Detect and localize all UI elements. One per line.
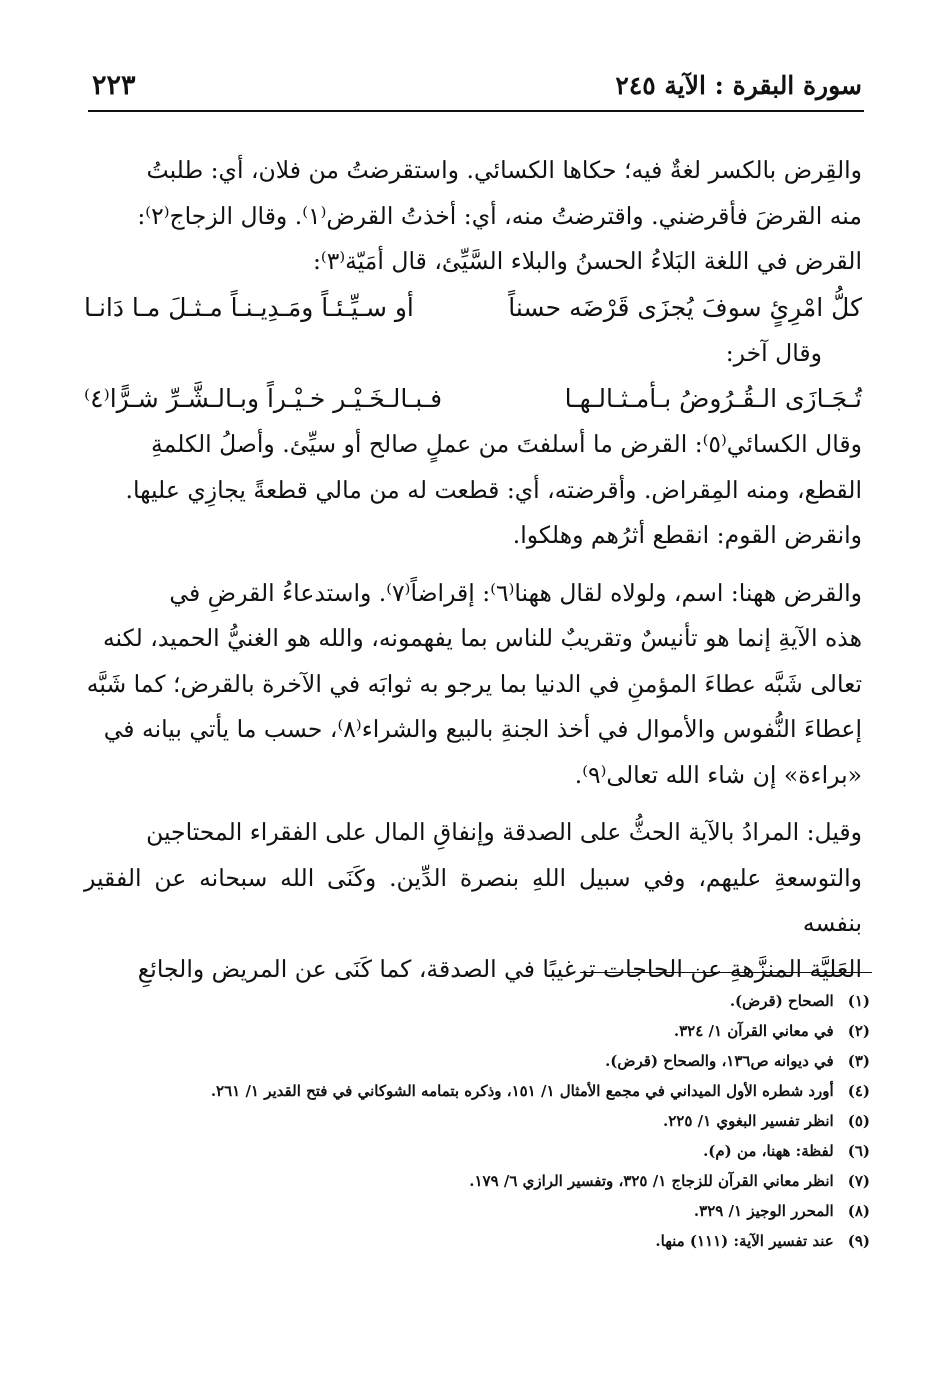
verse-hemistich: أو سـيِّـئـاً ومَـدِيـنـاً مـثـلَ مـا دَانـا [84, 292, 414, 322]
header-rule [88, 110, 864, 112]
poem-verse [84, 285, 862, 331]
footnote [100, 1076, 870, 1106]
footnote-number: (١) [847, 992, 870, 1010]
footnote [100, 1226, 870, 1256]
footnote [100, 1196, 870, 1226]
text-line: والقرض ههنا: اسم، ولولاه لقال ههنا⁽٦⁾: إقراضاً⁽٧⁾. واستدعاءُ القرضِ في [169, 578, 862, 607]
footnote-text: عند تفسير الآية: (١١١) منها. [655, 1232, 834, 1250]
text-line: العَليَّة المنزَّهةِ عن الحاجات ترغيبًا في الصدقة، كما كَنَى عن المريض والجائعِ [137, 954, 862, 983]
footnote-number: (٧) [847, 1172, 870, 1190]
page-header [92, 62, 862, 108]
footnote-text: المحرر الوجيز ١/ ٣٢٩. [693, 1202, 834, 1220]
text-line: منه القرضَ فأقرضني. واقترضتُ منه، أي: أخذتُ القرض⁽١⁾. وقال الزجاج⁽٢⁾: [137, 201, 862, 230]
footnote-number: (٣) [847, 1052, 870, 1070]
poem-verse [84, 376, 862, 422]
footnote-text: أورد شطره الأول الميداني في مجمع الأمثال ١/ ١٥١، وذكره بتمامه الشوكاني في فتح القدير ١/ ٢٦١. [210, 1082, 834, 1100]
verse-hemistich: تُـجَـازَى الـقُـرُوضُ بـأمـثـالـهـا [564, 384, 862, 413]
footnote-number: (٨) [847, 1202, 870, 1220]
footnote [100, 1136, 870, 1166]
footnote [100, 986, 870, 1016]
text-line: هذه الآيةِ إنما هو تأنيسٌ وتقريبٌ للناس بما يفهمونه، والله هو الغنيُّ الحميد، لكنه [102, 624, 862, 652]
text-line: وانقرض القوم: انقطع أثرُهم وهلكوا. [512, 521, 862, 549]
text-line: «براءة» إن شاء الله تعالى⁽٩⁾. [574, 760, 862, 789]
text-line: والتوسعةِ عليهم، وفي سبيل اللهِ بنصرة الدِّين. وكَنَى الله سبحانه عن الفقير بنفسه [84, 863, 862, 937]
footnote-text: لفظة: ههنا، من (م). [703, 1142, 834, 1160]
text-line: إعطاءَ النُّفوس والأموال في أخذ الجنةِ بالبيع والشراء⁽٨⁾، حسب ما يأتي بيانه في [103, 715, 862, 743]
verse-hemistich: كلُّ امْرِئٍ سوفَ يُجزَى قَرْضَه حسناً [508, 292, 862, 322]
footnote-text: في معاني القرآن ١/ ٣٢٤. [673, 1022, 834, 1040]
footnote-text: الصحاح (قرض). [729, 992, 834, 1010]
footnote [100, 1046, 870, 1076]
main-text [84, 148, 862, 992]
text-line: والقِرض بالكسر لغةٌ فيه؛ حكاها الكسائي. واستقرضتُ من فلان، أي: طلبتُ [146, 156, 862, 184]
text-line: القطع، ومنه المِقراض. وأقرضته، أي: قطعت له من مالي قطعةً يجازِي عليها. [125, 475, 862, 504]
footnote-number: (٢) [847, 1022, 870, 1040]
footnote-text: في ديوانه ص١٣٦، والصحاح (قرض). [605, 1052, 834, 1070]
text-line: تعالى شَبَّه عطاءَ المؤمنِ في الدنيا بما يرجو به ثوابَه في الآخرة بالقرض؛ كما شَبَّه [86, 669, 862, 698]
text-line: وقال آخر: [725, 338, 822, 367]
text-line: القرض في اللغة البَلاءُ الحسنُ والبلاء السَّيِّئ، قال أمَيّة⁽٣⁾: [313, 247, 862, 275]
verse-hemistich: فـبـالـخَـيْـر خـيْـراً وبـالـشَّـرِّ شـرًّا⁽٤⁾ [84, 384, 443, 413]
text-line: وقيل: المرادُ بالآية الحثُّ على الصدقة وإنفاقِ المال على الفقراء المحتاجين [146, 818, 862, 846]
footnotes [100, 986, 870, 1256]
footnote-number: (٦) [847, 1142, 870, 1160]
text-line: وقال الكسائي⁽٥⁾: القرض ما أسلفتَ من عملٍ صالح أو سيِّئ. وأصلُ الكلمةِ [151, 430, 862, 458]
footnote-number: (٤) [847, 1082, 870, 1100]
footnote [100, 1016, 870, 1046]
footnote-rule [580, 972, 872, 973]
footnote-text: انظر معاني القرآن للزجاج ١/ ٣٢٥، وتفسير الرازي ٦/ ١٧٩. [469, 1172, 834, 1190]
footnote-text: انظر تفسير البغوي ١/ ٢٢٥. [663, 1112, 834, 1130]
footnote-number: (٥) [847, 1112, 870, 1130]
footnote-number: (٩) [847, 1232, 870, 1250]
running-title: سورة البقرة : الآية ٢٤٥ [615, 70, 862, 100]
footnote [100, 1166, 870, 1196]
footnote [100, 1106, 870, 1136]
page-number: ٢٢٣ [92, 69, 136, 101]
